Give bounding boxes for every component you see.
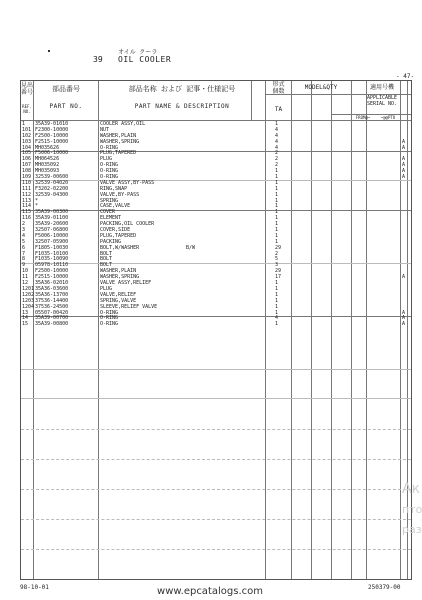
- parts-list: [21, 121, 413, 327]
- quantity: 4: [275, 144, 279, 151]
- part-name: PACKING,OIL COOLER: [100, 221, 155, 228]
- part-name: COVER,SIDE: [100, 227, 131, 234]
- part-name: BOLT: [100, 250, 113, 257]
- serial-to: ~@@PTO: [380, 115, 396, 120]
- serial-flag: A: [402, 138, 406, 145]
- part-name: WASHER,SPRING: [100, 138, 140, 145]
- quantity: 2: [275, 150, 279, 157]
- part-number: 35A36-13700: [35, 291, 69, 298]
- section-title: OIL COOLER: [118, 55, 172, 64]
- ref-no: 113: [22, 197, 32, 204]
- ref-no: 2: [22, 221, 26, 228]
- part-name: ELEMENT: [100, 215, 122, 222]
- part-number: 05507-00420: [35, 309, 69, 316]
- quantity: 1: [275, 209, 279, 216]
- quantity: 1: [275, 221, 279, 228]
- serial-flag: A: [402, 168, 406, 175]
- part-name: BOLT,W/WASHER: [100, 244, 140, 251]
- part-name: SPRING: [100, 197, 119, 204]
- ref-no: 110: [22, 179, 32, 186]
- part-name: WASHER,PLAIN: [100, 132, 137, 139]
- ref-no: 1203: [22, 297, 35, 304]
- part-number: F2500-10000: [35, 132, 69, 139]
- part-name: PACKING: [100, 238, 122, 245]
- part-number: 35A39-00300: [35, 209, 69, 216]
- ref-no: 111: [22, 185, 32, 192]
- ref-no: 8: [22, 256, 26, 263]
- part-number: 35A36-02010: [35, 280, 69, 287]
- quantity: 1: [275, 203, 279, 210]
- part-number: 35A39-20600: [35, 221, 69, 228]
- part-number: 32539-00600: [35, 174, 69, 181]
- ref-no: 112: [22, 191, 32, 198]
- part-name: O-RING: [100, 174, 119, 181]
- part-number: 35A39-01100: [35, 215, 69, 222]
- part-name: O-RING: [100, 315, 119, 322]
- quantity: 1: [275, 321, 279, 328]
- serial-flag: A: [402, 174, 406, 181]
- ref-no: 14: [22, 315, 29, 322]
- quantity: 1: [275, 280, 279, 287]
- serial-flag: A: [402, 156, 406, 163]
- quantity: 1: [275, 168, 279, 175]
- serial-flag: A: [402, 321, 406, 328]
- serial-header-jp: 適用号機: [369, 84, 394, 91]
- part-number: MH064526: [35, 156, 60, 163]
- part-name: WASHER,SPRING: [100, 274, 140, 281]
- part-number: 35A39-01010: [35, 121, 69, 127]
- quantity: 4: [275, 315, 279, 322]
- part-name: CASE,VALVE: [100, 203, 131, 210]
- ref-no: 116: [22, 215, 32, 222]
- ref-no: 102: [22, 132, 32, 139]
- serial-flag: A: [402, 274, 406, 281]
- table-row: [21, 321, 413, 327]
- part-name: O-RING: [100, 309, 119, 316]
- quantity: 1: [275, 174, 279, 181]
- serial-from: FROM@~: [355, 115, 371, 120]
- part-number: 05978-10110: [35, 262, 69, 269]
- part-name: BOLT: [100, 262, 113, 269]
- part-number: MH035092: [35, 162, 60, 169]
- part-number: *: [35, 197, 39, 204]
- page-number: - 47-: [396, 73, 415, 80]
- part-number: 32507-05900: [35, 238, 69, 245]
- ref-no: 106: [22, 156, 32, 163]
- quantity: 1: [275, 297, 279, 304]
- part-number: F5006-10000: [35, 150, 69, 157]
- part-name: WASHER,PLAIN: [100, 268, 137, 275]
- part-name: O-RING: [100, 144, 119, 151]
- model-header: TA: [274, 106, 283, 113]
- watermark-text: раз: [402, 523, 422, 536]
- quantity: 2: [275, 156, 279, 163]
- scan-dot: [48, 50, 50, 52]
- quantity: 1: [275, 232, 279, 239]
- ref-no: 13: [22, 309, 29, 316]
- quantity: 1: [275, 191, 279, 198]
- part-name: BOLT: [100, 256, 113, 263]
- part-number: F2515-10000: [35, 138, 69, 145]
- ref-no: 101: [22, 126, 32, 133]
- part-name: VALVE,BY-PASS: [100, 191, 140, 198]
- section-title-jp: オイル クーラ: [118, 49, 158, 56]
- part-name: VALVE ASSY,BY-PASS: [100, 179, 155, 186]
- ref-no: 3: [22, 227, 26, 234]
- part-name: O-RING: [100, 168, 119, 175]
- watermark-text: пто: [402, 503, 422, 516]
- part-name: O-RING: [100, 162, 119, 169]
- part-header: PART NO.: [49, 103, 83, 110]
- qty-header-jp: 形式 個数: [272, 81, 285, 95]
- part-number: MH035626: [35, 144, 60, 151]
- part-number: F1035-10100: [35, 250, 69, 257]
- group-divider: [21, 549, 411, 550]
- group-divider: [21, 429, 411, 430]
- model-qty-header: MODEL&QTY: [304, 84, 338, 91]
- quantity: 1: [275, 121, 279, 127]
- quantity: 3: [275, 262, 279, 269]
- ref-no: 114: [22, 203, 32, 210]
- part-name: VALVE,RELIEF: [100, 291, 137, 298]
- serial-flag: A: [402, 315, 406, 322]
- serial-flag: A: [402, 144, 406, 151]
- ref-no: 109: [22, 174, 32, 181]
- quantity: 4: [275, 126, 279, 133]
- quantity: 1: [275, 185, 279, 192]
- ref-no: 9: [22, 262, 26, 269]
- quantity: 1: [275, 238, 279, 245]
- part-description: B/W: [186, 244, 196, 251]
- group-divider: [21, 369, 411, 370]
- ref-no: 5: [22, 238, 26, 245]
- part-name: COOLER ASSY,OIL: [100, 121, 146, 127]
- part-number: F2515-10000: [35, 274, 69, 281]
- quantity: 1: [275, 227, 279, 234]
- part-name: NUT: [100, 126, 110, 133]
- ref-no: 6: [22, 244, 26, 251]
- part-number: 35A39-00800: [35, 321, 69, 328]
- serial-flag: A: [402, 309, 406, 316]
- ref-no: 1: [22, 121, 26, 127]
- quantity: 2: [275, 162, 279, 169]
- quantity: 29: [275, 244, 282, 251]
- ref-no: 107: [22, 162, 32, 169]
- quantity: 4: [275, 138, 279, 145]
- ref-no: 11: [22, 274, 29, 281]
- ref-no: 1204: [22, 303, 35, 310]
- quantity: 1: [275, 215, 279, 222]
- serial-header: APPLICABLE SERIAL NO.: [366, 95, 398, 107]
- part-name: COVER: [100, 209, 116, 216]
- part-name: SLEEVE,RELIEF VALVE: [100, 303, 158, 310]
- quantity: 1: [275, 309, 279, 316]
- part-name: PLUG: [100, 156, 113, 163]
- name-header-jp: 部品名称 および 記事・仕様記号: [128, 85, 236, 93]
- ref-no: 115: [22, 209, 32, 216]
- quantity: 5: [275, 256, 279, 263]
- ref-no: 108: [22, 168, 32, 175]
- part-name: RING,SNAP: [100, 185, 128, 192]
- ref-no: 104: [22, 144, 32, 151]
- quantity: 17: [275, 274, 282, 281]
- quantity: 2: [275, 250, 279, 257]
- part-number: 35A36-03600: [35, 285, 69, 292]
- serial-flag: A: [402, 162, 406, 169]
- ref-no: 103: [22, 138, 32, 145]
- parts-table: [20, 80, 412, 580]
- part-number: F2300-10000: [35, 126, 69, 133]
- document-number: 250379-00: [368, 584, 401, 591]
- quantity: 1: [275, 179, 279, 186]
- ref-no: 12: [22, 280, 29, 287]
- part-number: F1805-10030: [35, 244, 69, 251]
- revision-date: 98-10-01: [20, 584, 49, 591]
- quantity: 4: [275, 132, 279, 139]
- ref-header: REF. NO.: [22, 104, 32, 114]
- group-divider: [21, 519, 411, 520]
- part-header-jp: 部品番号: [52, 85, 80, 93]
- ref-no: 7: [22, 250, 26, 257]
- watermark-text: Ак: [402, 481, 421, 497]
- group-divider: [21, 489, 411, 490]
- quantity: 1: [275, 303, 279, 310]
- name-header: PART NAME & DESCRIPTION: [134, 103, 230, 110]
- website-link[interactable]: www.epcatalogs.com: [157, 586, 263, 597]
- part-number: 35A39-00700: [35, 315, 69, 322]
- ref-no: 1202: [22, 291, 35, 298]
- part-number: 32539-04300: [35, 191, 69, 198]
- quantity: 1: [275, 291, 279, 298]
- part-number: F1035-10090: [35, 256, 69, 263]
- ref-no: 4: [22, 232, 26, 239]
- quantity: 1: [275, 197, 279, 204]
- part-name: SPRING,VALVE: [100, 297, 137, 304]
- ref-header-jp: 見出 番号: [21, 82, 34, 96]
- part-number: 32539-04020: [35, 179, 69, 186]
- part-number: F2500-10000: [35, 268, 69, 275]
- ref-no: 105: [22, 150, 32, 157]
- part-name: PLUG,TAPERED: [100, 232, 137, 239]
- part-number: F5006-10000: [35, 232, 69, 239]
- part-name: PLUG,TAPERED: [100, 150, 137, 157]
- part-number: MH035093: [35, 168, 60, 175]
- part-number: 37536-24500: [35, 303, 69, 310]
- part-number: F3202-02200: [35, 185, 69, 192]
- ref-no: 15: [22, 321, 29, 328]
- quantity: 1: [275, 285, 279, 292]
- ref-no: 10: [22, 268, 29, 275]
- ref-no: 1201: [22, 285, 35, 292]
- part-name: O-RING: [100, 321, 119, 328]
- group-divider: [21, 398, 411, 399]
- part-number: 37536-14400: [35, 297, 69, 304]
- section-number: 39: [93, 55, 103, 64]
- part-number: 32507-06800: [35, 227, 69, 234]
- part-name: VALVE ASSY,RELIEF: [100, 280, 152, 287]
- part-number: *: [35, 203, 39, 210]
- quantity: 29: [275, 268, 282, 275]
- group-divider: [21, 459, 411, 460]
- part-name: PLUG: [100, 285, 113, 292]
